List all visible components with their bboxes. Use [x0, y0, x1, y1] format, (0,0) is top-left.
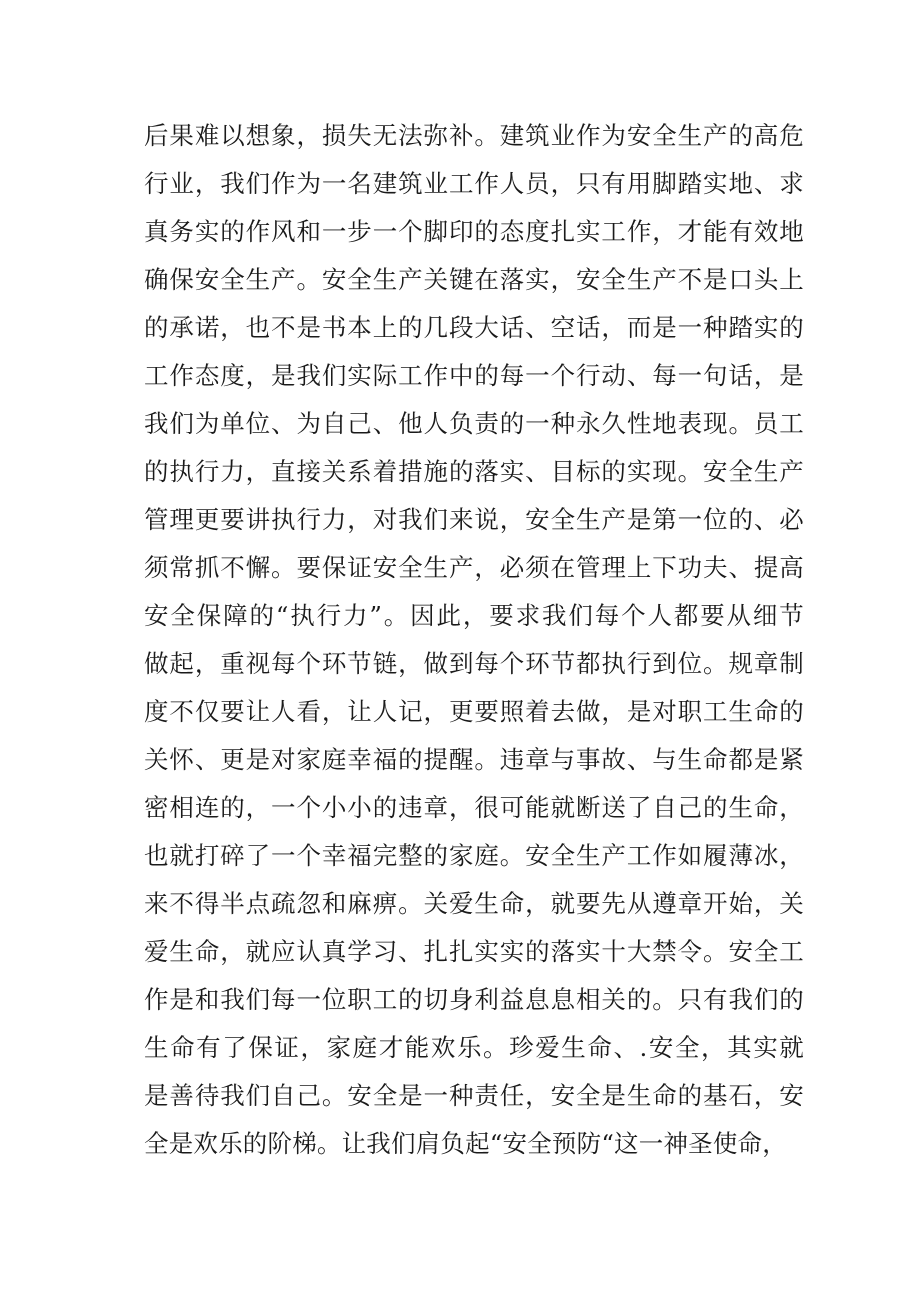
paragraph-line: 全是欢乐的阶梯。让我们肩负起“安全预防“这一神圣使命， [144, 1129, 787, 1158]
paragraph-line: 是善待我们自己。安全是一种责任，安全是生命的基石，安 [144, 1081, 804, 1110]
paragraph-line: 的执行力，直接关系着措施的落实、目标的实现。安全生产 [144, 457, 804, 486]
paragraph-line: 作是和我们每一位职工的切身利益息息相关的。只有我们的 [144, 985, 804, 1014]
paragraph-line: 确保安全生产。安全生产关键在落实，安全生产不是口头上 [144, 265, 804, 294]
paragraph-line: 须常抓不懈。要保证安全生产，必须在管理上下功夫、提高 [144, 553, 804, 582]
paragraph-line: 的承诺，也不是书本上的几段大话、空话，而是一种踏实的 [144, 313, 804, 342]
paragraph-line: 我们为单位、为自己、他人负责的一种永久性地表现。员工 [144, 409, 804, 438]
paragraph-line: 度不仅要让人看，让人记，更要照着去做，是对职工生命的 [144, 697, 804, 726]
paragraph-line: 也就打碎了一个幸福完整的家庭。安全生产工作如履薄冰， [144, 841, 804, 870]
body-paragraph [144, 112, 804, 1168]
paragraph-line: 爱生命，就应认真学习、扎扎实实的落实十大禁令。安全工 [144, 937, 804, 966]
paragraph-line: 生命有了保证，家庭才能欢乐。珍爱生命、.安全，其实就 [144, 1033, 804, 1062]
paragraph-line: 行业，我们作为一名建筑业工作人员，只有用脚踏实地、求 [144, 169, 804, 198]
paragraph-line: 关怀、更是对家庭幸福的提醒。违章与事故、与生命都是紧 [144, 745, 804, 774]
paragraph-line: 安全保障的“执行力”。因此，要求我们每个人都要从细节 [144, 601, 804, 630]
paragraph-line: 密相连的，一个小小的违章，很可能就断送了自己的生命， [144, 793, 804, 822]
paragraph-line: 做起，重视每个环节链，做到每个环节都执行到位。规章制 [144, 649, 804, 678]
paragraph-line: 管理更要讲执行力，对我们来说，安全生产是第一位的、必 [144, 505, 804, 534]
paragraph-line: 后果难以想象，损失无法弥补。建筑业作为安全生产的高危 [144, 121, 804, 150]
paragraph-line: 真务实的作风和一步一个脚印的态度扎实工作，才能有效地 [144, 217, 804, 246]
paragraph-line: 来不得半点疏忽和麻痹。关爱生命，就要先从遵章开始，关 [144, 889, 804, 918]
paragraph-line: 工作态度，是我们实际工作中的每一个行动、每一句话，是 [144, 361, 804, 390]
